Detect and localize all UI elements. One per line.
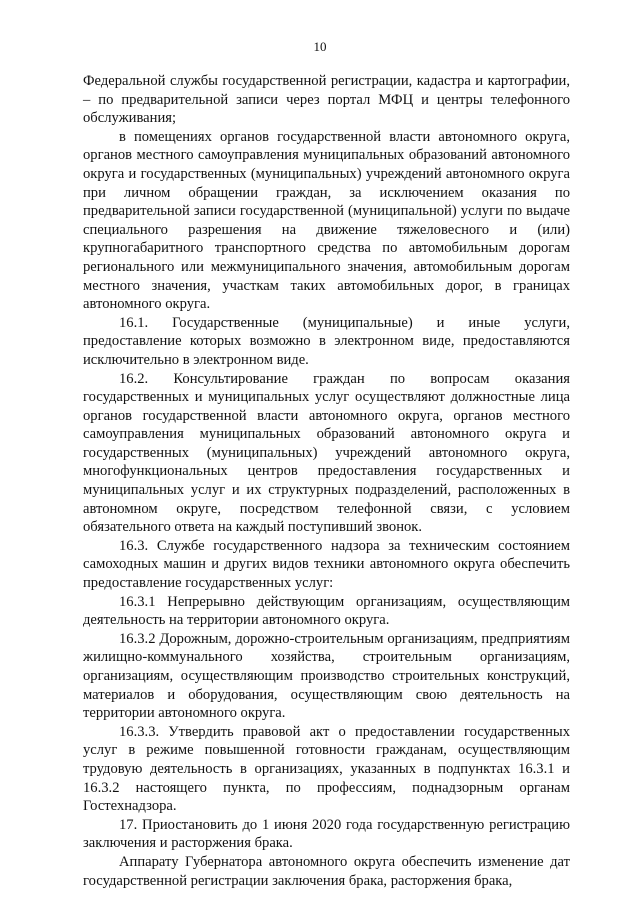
paragraph-16-3: 16.3. Службе государственного надзора за техническим состоянием самоходных машин и других видов техники автономного округа обеспечить предоставление государственных услуг:	[83, 537, 570, 592]
paragraph-premises: в помещениях органов государственной власти автономного округа, органов местного самоуправления муниципальных образований автономного округа и государственных (муниципальных) учреждений автономного округа при личном обращении граждан, за исключением оказания по предварительной записи государственной (муниципальной) услуги по выдаче специального разрешения на движение тяжеловесного и (или) крупногабаритного транспортного средства по автомобильным дорогам регионального или межмуниципального значения, автомобильным дорогам местного значения, участкам таких автомобильных дорог, в границах автономного округа.	[83, 128, 570, 313]
document-body	[83, 72, 570, 890]
paragraph-16-2: 16.2. Консультирование граждан по вопросам оказания государственных и муниципальных услуг осуществляют должностные лица органов государственной власти автономного округа, органов местного самоуправления муниципальных образований автономного округа и государственных (муниципальных) учреждений автономного округа, многофункциональных центров предоставления государственных и муниципальных услуг и их структурных подразделений, расположенных в автономном округе, посредством телефонной связи, с условием обязательного ответа на каждый поступивший звонок.	[83, 370, 570, 536]
paragraph-16-3-1: 16.3.1 Непрерывно действующим организациям, осуществляющим деятельность на территории автономного округа.	[83, 593, 570, 629]
paragraph-apparatus: Аппарату Губернатора автономного округа обеспечить изменение дат государственной регистрации заключения брака, расторжения брака,	[83, 853, 570, 889]
paragraph-17: 17. Приостановить до 1 июня 2020 года государственную регистрацию заключения и расторжения брака.	[83, 816, 570, 852]
page-number: 10	[313, 39, 327, 54]
paragraph-16-3-2: 16.3.2 Дорожным, дорожно-строительным организациям, предприятиям жилищно-коммунального хозяйства, строительным организациям, организациям, осуществляющим производство строительных конструкций, материалов и оборудования, осуществляющим свою деятельность на территории автономного округа.	[83, 630, 570, 722]
paragraph-16-1: 16.1. Государственные (муниципальные) и иные услуги, предоставление которых возможно в электронном виде, предоставляются исключительно в электронном виде.	[83, 314, 570, 368]
paragraph-16-3-3: 16.3.3. Утвердить правовой акт о предоставлении государственных услуг в режиме повышенной готовности гражданам, осуществляющим трудовую деятельность в организациях, указанных в подпунктах 16.3.1 и 16.3.2 настоящего пункта, по профессиям, поднадзорным органам Гостехнадзора.	[83, 723, 570, 815]
paragraph-continuation: Федеральной службы государственной регистрации, кадастра и картографии, – по предварительной записи через портал МФЦ и центры телефонного обслуживания;	[83, 73, 570, 127]
